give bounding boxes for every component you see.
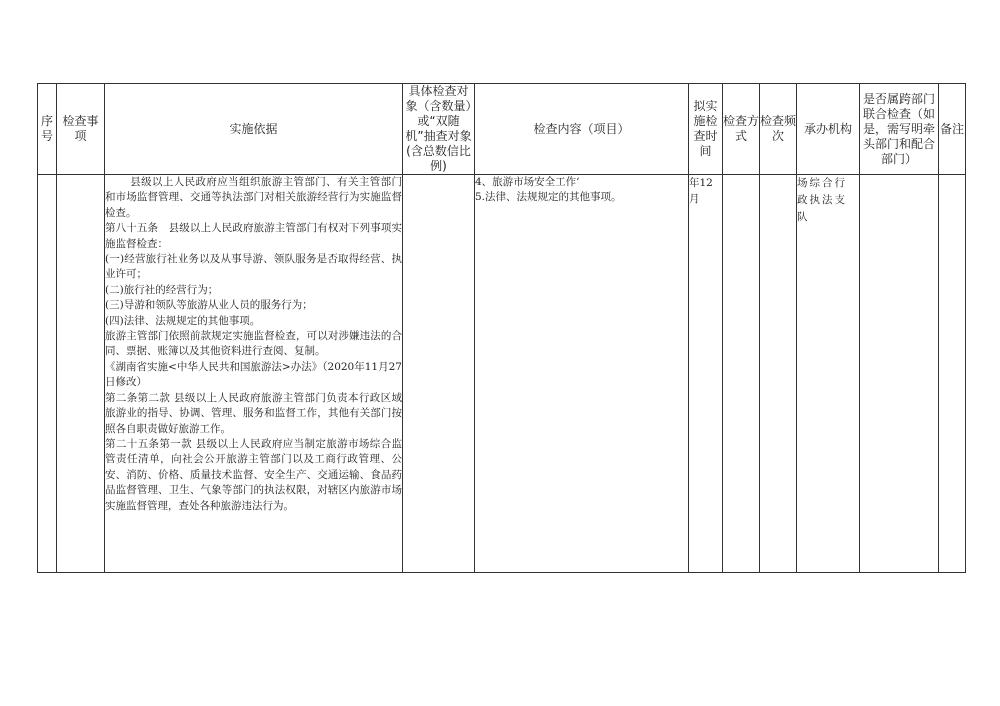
content-line: 4、旅游市场安全工作‘ (475, 176, 580, 188)
cell-target (403, 175, 475, 573)
basis-paragraph: 旅游主管部门依照前款规定实施监督检查，可以对涉嫌违法的合同、票据、账簿以及其他资料进行查阅、复制。 (105, 330, 402, 358)
header-time: 拟实施检查时间 (689, 84, 723, 175)
cell-agency: 场综合行政执法支队 (797, 175, 860, 573)
header-method: 检查方式 (723, 84, 760, 175)
table-header-row (38, 84, 966, 175)
header-remarks: 备注 (939, 84, 966, 175)
cell-time: 年12月 (689, 175, 723, 573)
header-agency: 承办机构 (797, 84, 860, 175)
header-item: 检查事项 (57, 84, 105, 175)
header-content: 检查内容（项目） (475, 84, 689, 175)
header-frequency: 检查频次 (760, 84, 797, 175)
basis-paragraph: 第二十五条第一款 县级以上人民政府应当制定旅游市场综合监管责任清单，向社会公开旅游主管部门以及工商行政管理、公安、消防、价格、质量技术监督、安全生产、交通运输、食品药品监督管理、卫生、气象等部门的执法权限，对辖区内旅游市场实施监督管理，查处各种旅游违法行为。 (105, 437, 402, 512)
basis-paragraph: 第二条第二款 县级以上人民政府旅游主管部门负责本行政区域旅游业的指导、协调、管理、服务和监督工作，其他有关部门按照各自职责做好旅游工作。 (105, 391, 402, 435)
content-line: 5.法律、法规规定的其他事项。 (475, 191, 622, 204)
cell-frequency (760, 175, 797, 573)
cell-remarks (939, 175, 966, 573)
cell-seq (38, 175, 57, 573)
header-target: 具体检查对象（含数量）或“双随机”抽查对象(含总数信比例) (403, 84, 475, 175)
cell-joint (860, 175, 939, 573)
header-seq: 序号 (38, 84, 57, 175)
basis-paragraph: 《湖南省实施<中华人民共和国旅游法>办法》（2020年11月27日修改） (105, 360, 402, 389)
basis-paragraph: (四)法律、法规规定的其他事项。 (105, 314, 261, 327)
basis-paragraph: (二)旅行社的经营行为； (105, 283, 219, 296)
basis-paragraph: 第八十五条 县级以上人民政府旅游主管部门有权对下列事项实施监督检查： (105, 222, 402, 250)
basis-paragraph: (一)经营旅行社业务以及从事导游、领队服务是否取得经营、执业许可； (105, 253, 402, 281)
cell-item (57, 175, 105, 573)
inspection-plan-table (37, 83, 966, 573)
basis-paragraph: (三)导游和领队等旅游从业人员的服务行为； (105, 299, 313, 312)
table-row (38, 175, 966, 573)
basis-paragraph: 县级以上人民政府应当组织旅游主管部门、有关主管部门和市场监督管理、交通等执法部门对相关旅游经营行为实施监督检查。 (105, 176, 402, 219)
header-basis: 实施依据 (105, 84, 403, 175)
cell-method (723, 175, 760, 573)
header-joint: 是否属跨部门联合检查（如是，需写明牵头部门和配合部门） (860, 84, 939, 175)
cell-content (475, 175, 689, 573)
cell-basis (105, 175, 403, 573)
